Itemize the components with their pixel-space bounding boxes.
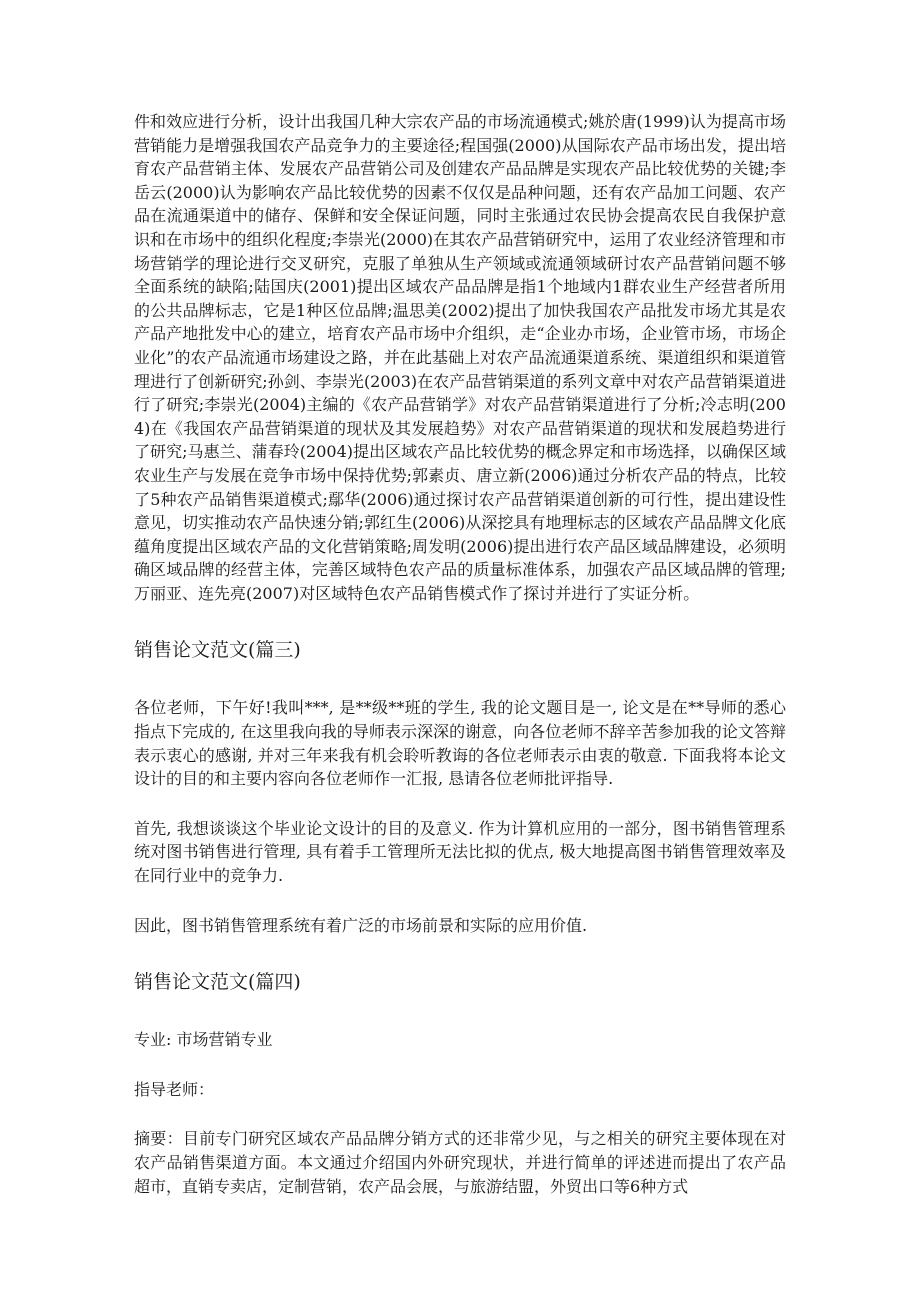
conclusion-paragraph: 因此，图书销售管理系统有着广泛的市场前景和实际的应用价值.	[134, 915, 588, 935]
section-heading-4: 销售论文范文(篇四)	[134, 971, 301, 994]
advisor-line: 指导老师：	[134, 1079, 215, 1099]
major-line: 专业: 市场营销专业	[134, 1030, 273, 1050]
section-heading-3: 销售论文范文(篇三)	[134, 639, 301, 662]
literature-review-paragraph: 件和效应进行分析，设计出我国几种大宗农产品的市场流通模式;姚於唐(1999)认为提高市场营销能力是增强我国农产品竞争力的主要途径;程国强(2000)从国际农产品市场出发，提出培育农产品营销主体、发展农产品营销公司及创建农产品品牌是实现农产品比较优势的关键;李岳云(2000)认为影响农产品比较优势的因素不仅仅是品种问题，还有农产品加工问题、农产品在流通渠道中的储存、保鲜和安全保证问题，同时主张通过农民协会提高农民自我保护意识和在市场中的组织化程度;李崇光(2000)在其农产品营销研究中，运用了农业经济管理和市场营销学的理论进行交叉研究，克服了单独从生产领域或流通领域研讨农产品营销问题不够全面系统的缺陷;陆国庆(2001)提出区域农产品品牌是指1个地域内1群农业生产经营者所用的公共品牌标志，它是1种区位品牌;温思美(2002)提出了加快我国农产品批发市场尤其是农产品产地批发中心的建立，培育农产品市场中介组织，走“企业办市场，企业管市场，市场企业化”的农产品流通市场建设之路，并在此基础上对农产品流通渠道系统、渠道组织和渠道管理进行了创新研究;孙剑、李崇光(2003)在农产品营销渠道的系列文章中对农产品营销渠道进行了研究;李崇光(2004)主编的《农产品营销学》对农产品营销渠道进行了分析;冷志明(2004)在《我国农产品营销渠道的现状及其发展趋势》对农产品营销渠道的现状和发展趋势进行了研究;马惠兰、蒲春玲(2004)提出区域农产品比较优势的概念界定和市场选择，以确保区域农业生产与发展在竞争市场中保持优势;郭素贞、唐立新(2006)通过分析农产品的特点，比较了5种农产品销售渠道模式;鄢华(2006)通过探讨农产品营销渠道创新的可行性，提出建设性意见，切实推动农产品快速分销;郭红生(2006)从深挖具有地理标志的区域农产品品牌文化底蕴角度提出区域农产品的文化营销策略;周发明(2006)提出进行农产品区域品牌建设，必须明确区域品牌的经营主体，完善区域特色农产品的质量标准体系，加强农产品区域品牌的管理;万丽亚、连先亮(2007)对区域特色农产品销售模式作了探讨并进行了实证分析。	[134, 112, 786, 603]
purpose-paragraph: 首先, 我想谈谈这个毕业论文设计的目的及意义. 作为计算机应用的一部分，图书销售管理系统对图书销售进行管理, 具有着手工管理所无法比拟的优点, 极大地提高图书销售管理效率及在同行业中的竞争力.	[134, 818, 786, 886]
defense-intro-paragraph: 各位老师，下午好!我叫***, 是**级**班的学生, 我的论文题目是一, 论文是在**导师的悉心指点下完成的, 在这里我向我的导师表示深深的谢意，向各位老师不辞辛苦参加我的论文答辩表示衷心的感谢, 并对三年来我有机会聆听教诲的各位老师表示由衷的敬意. 下面我将本论文设计的目的和主要内容向各位老师作一汇报, 恳请各位老师批评指导.	[134, 698, 786, 789]
abstract-paragraph: 摘要：目前专门研究区域农产品品牌分销方式的还非常少见，与之相关的研究主要体现在对农产品销售渠道方面。本文通过介绍国内外研究现状，并进行简单的评述进而提出了农产品超市，直销专卖店，定制营销，农产品会展，与旅游结盟，外贸出口等6种方式	[134, 1129, 786, 1196]
